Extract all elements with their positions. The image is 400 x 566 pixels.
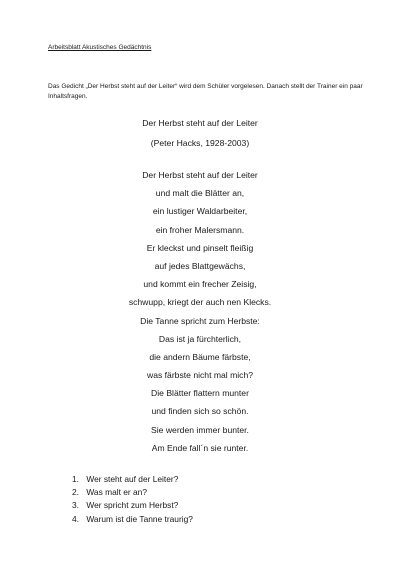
- poem-line: was färbste nicht mal mich?: [146, 370, 254, 381]
- poem-line: Das ist ja fürchterlich,: [158, 333, 242, 344]
- poem-line: Die Tanne spricht zum Herbste:: [140, 315, 260, 326]
- poem-line: die andern Bäume färbste,: [149, 351, 251, 362]
- question-item: [72, 514, 193, 527]
- poem-line: auf jedes Blattgewächs,: [154, 260, 246, 271]
- question-text: Wer spricht zum Herbst?: [86, 500, 179, 511]
- poem-author: (Peter Hacks, 1928-2003): [150, 138, 250, 148]
- poem-line: ein froher Malersmann.: [155, 224, 245, 235]
- poem-line: Die Blätter flattern munter: [151, 388, 249, 399]
- poem-line: schwupp, kriegt der auch nen Klecks.: [128, 297, 272, 308]
- poem-line: und kommt ein frecher Zeisig,: [143, 279, 257, 290]
- poem-line: ein lustiger Waldarbeiter,: [152, 206, 248, 217]
- intro-text: Das Gedicht „Der Herbst steht auf der Leiter“ wird dem Schüler vorgelesen. Danach stellt der Trainer ein paar Inhaltsfragen.: [48, 83, 363, 100]
- question-text: Wer steht auf der Leiter?: [86, 474, 179, 484]
- poem-line: und finden sich so schön.: [151, 406, 249, 417]
- poem-lines: [0, 170, 400, 461]
- question-number: 2.: [72, 487, 79, 498]
- poem-line: Er kleckst und pinselt fleißig: [146, 242, 254, 253]
- question-item: [72, 500, 193, 513]
- question-text: Warum ist die Tanne traurig?: [86, 513, 193, 524]
- poem-line: Am Ende fall´n sie runter.: [151, 442, 249, 453]
- question-item: [72, 474, 193, 487]
- question-item: [72, 487, 193, 500]
- question-text: Was malt er an?: [86, 487, 147, 498]
- question-number: 1.: [72, 474, 79, 484]
- question-list: [72, 474, 193, 527]
- question-number: 4.: [72, 513, 79, 524]
- poem-line: Der Herbst steht auf der Leiter: [142, 170, 258, 180]
- question-number: 3.: [72, 500, 79, 511]
- poem-title: Der Herbst steht auf der Leiter: [142, 118, 258, 128]
- poem-line: und malt die Blätter an,: [155, 188, 245, 199]
- poem-line: Sie werden immer bunter.: [151, 424, 249, 435]
- worksheet-title: Arbeitsblatt Akustisches Gedächtnis: [48, 44, 152, 51]
